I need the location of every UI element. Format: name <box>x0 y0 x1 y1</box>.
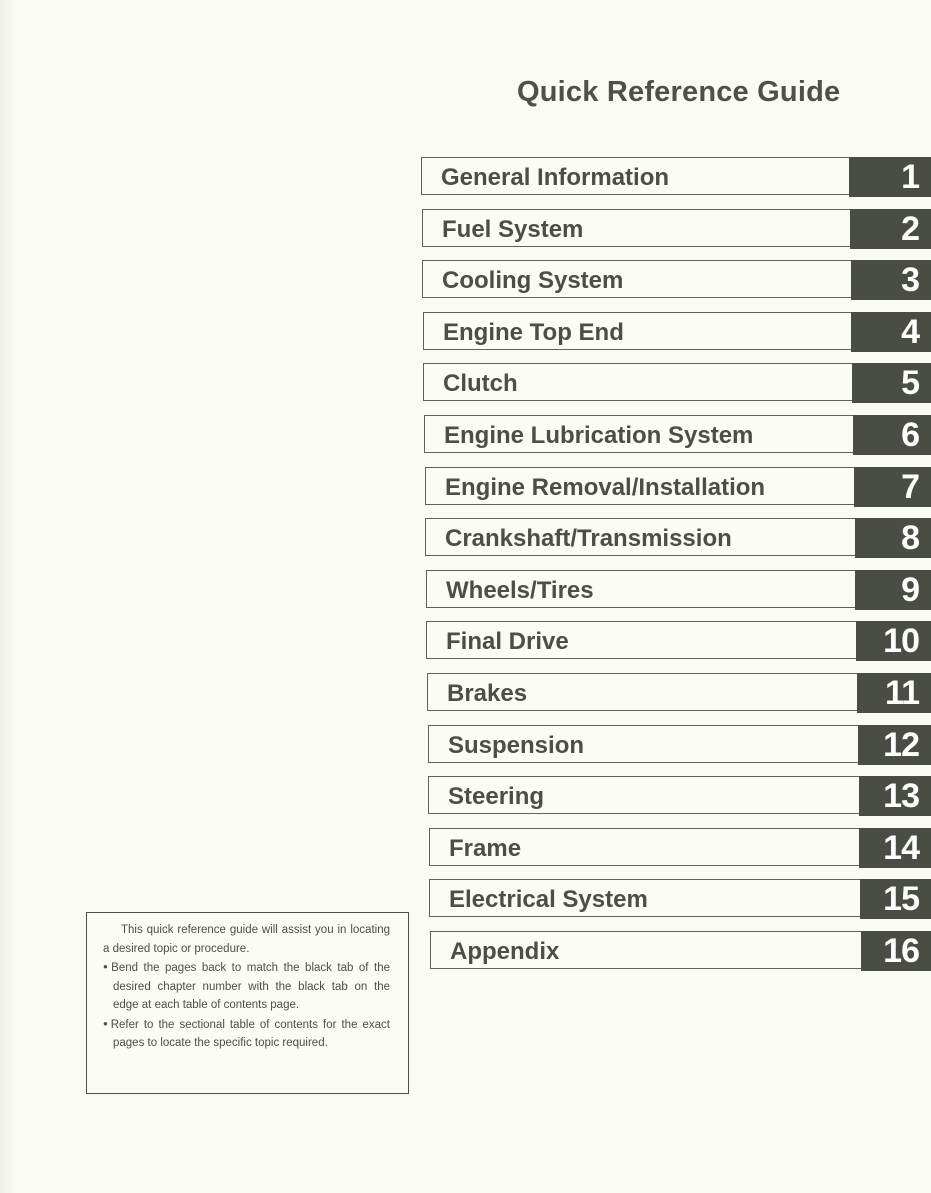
chapter-label-box <box>426 621 856 659</box>
chapter-row[interactable] <box>426 570 931 610</box>
chapter-number-tab[interactable]: 10 <box>856 621 931 661</box>
chapter-number-tab[interactable]: 5 <box>852 363 931 403</box>
chapter-label: Engine Removal/Installation <box>445 474 766 501</box>
usage-note-intro: This quick reference guide will assist you in locating a desired topic or procedure. <box>103 924 390 955</box>
chapter-label: Steering <box>448 783 545 810</box>
chapter-label-box <box>422 260 851 298</box>
chapter-row[interactable] <box>424 415 931 455</box>
chapter-label: General Information <box>441 164 670 191</box>
chapter-label: Suspension <box>448 732 585 759</box>
chapter-label-box <box>429 828 859 866</box>
chapter-label: Final Drive <box>446 628 569 655</box>
chapter-number-tab[interactable]: 8 <box>855 518 931 558</box>
chapter-label: Cooling System <box>442 267 624 294</box>
chapter-row[interactable] <box>423 312 931 352</box>
chapter-label: Electrical System <box>449 886 648 913</box>
chapter-number-tab[interactable]: 2 <box>850 209 931 249</box>
chapter-label-box <box>426 570 855 608</box>
chapter-number-tab[interactable]: 15 <box>860 879 931 919</box>
chapter-label-box <box>425 467 854 505</box>
page-title: Quick Reference Guide <box>517 76 841 108</box>
chapter-label-box <box>425 518 855 556</box>
chapter-label-box <box>430 931 861 969</box>
chapter-label-box <box>421 157 849 195</box>
chapter-label: Brakes <box>447 680 528 707</box>
chapter-number-tab[interactable]: 13 <box>859 776 931 816</box>
chapter-label: Appendix <box>450 938 560 965</box>
chapter-number-tab[interactable]: 4 <box>851 312 931 352</box>
chapter-row[interactable] <box>422 209 931 249</box>
usage-note-bullet <box>103 958 390 1015</box>
chapter-label: Engine Top End <box>443 319 624 346</box>
chapter-number-tab[interactable]: 1 <box>849 157 931 197</box>
chapter-label-box <box>423 312 851 350</box>
chapter-label-box <box>422 209 850 247</box>
chapter-number-tab[interactable]: 12 <box>858 725 931 765</box>
chapter-number-tab[interactable]: 3 <box>851 260 931 300</box>
chapter-label: Wheels/Tires <box>446 577 594 604</box>
chapter-label: Fuel System <box>442 216 584 243</box>
chapter-label-box <box>428 725 858 763</box>
chapter-number-tab[interactable]: 9 <box>855 570 931 610</box>
chapter-label-box <box>423 363 852 401</box>
chapter-number-tab[interactable]: 11 <box>857 673 931 713</box>
chapter-row[interactable] <box>429 879 931 919</box>
usage-note-bullet-text: Refer to the sectional table of contents for the exact pages to locate the specific topic required. <box>110 1018 390 1049</box>
chapter-row[interactable] <box>425 518 931 558</box>
chapter-label: Crankshaft/Transmission <box>445 525 732 552</box>
chapter-row[interactable] <box>429 828 931 868</box>
chapter-label-box <box>428 776 859 814</box>
chapter-row[interactable] <box>423 363 931 403</box>
chapter-number-tab[interactable]: 6 <box>853 415 931 455</box>
bullet-icon: ● <box>103 962 111 971</box>
chapter-label-box <box>427 673 857 711</box>
chapter-number-tab[interactable]: 14 <box>859 828 931 868</box>
usage-note-bullet <box>103 1015 390 1053</box>
chapter-row[interactable] <box>422 260 931 300</box>
chapter-label-box <box>424 415 853 453</box>
usage-note <box>86 912 409 1094</box>
chapter-row[interactable] <box>427 673 931 713</box>
chapter-number-tab[interactable]: 7 <box>854 467 931 507</box>
chapter-row[interactable] <box>428 725 931 765</box>
chapter-label: Frame <box>449 835 522 862</box>
chapter-row[interactable] <box>430 931 931 971</box>
chapter-row[interactable] <box>421 157 931 197</box>
bullet-icon: ● <box>103 1018 110 1028</box>
chapter-label: Clutch <box>443 370 518 397</box>
chapter-row[interactable] <box>425 467 931 507</box>
chapter-label: Engine Lubrication System <box>444 422 754 449</box>
usage-note-bullet-text: Bend the pages back to match the black tab of the desired chapter number with the black tab on the edge at each table of contents page. <box>111 962 390 1011</box>
chapter-label-box <box>429 879 860 917</box>
chapter-row[interactable] <box>428 776 931 816</box>
chapter-row[interactable] <box>426 621 931 661</box>
chapter-number-tab[interactable]: 16 <box>861 931 931 971</box>
